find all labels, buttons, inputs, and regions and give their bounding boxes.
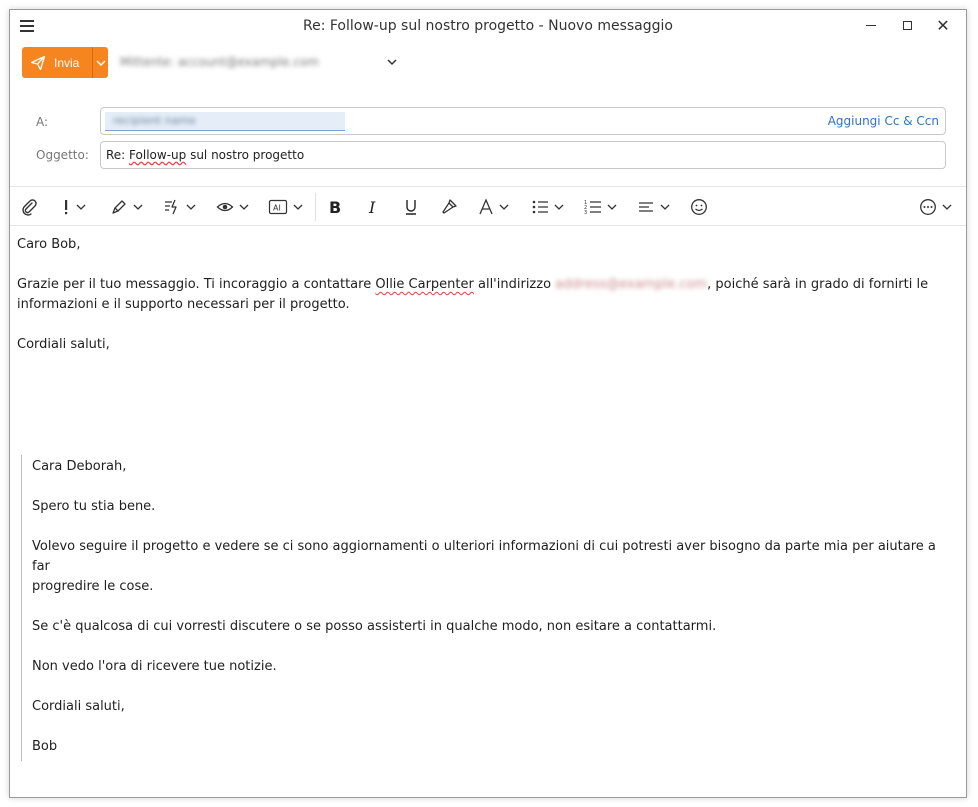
to-field[interactable] bbox=[100, 107, 946, 135]
align-button[interactable] bbox=[637, 197, 670, 217]
recipient-chip[interactable] bbox=[105, 112, 345, 131]
quoted-greeting: Cara Deborah, bbox=[32, 459, 127, 474]
italic-icon bbox=[365, 198, 383, 216]
subject-rest: sul nostro progetto bbox=[186, 148, 305, 162]
numbered-list-icon bbox=[584, 198, 602, 216]
svg-text:2: 2 bbox=[584, 205, 588, 211]
chevron-down-icon bbox=[96, 60, 106, 66]
chevron-down-icon bbox=[186, 204, 196, 210]
chevron-down-icon bbox=[660, 204, 670, 210]
format-toolbar bbox=[10, 186, 966, 226]
attach-button[interactable] bbox=[20, 197, 38, 217]
chevron-down-icon bbox=[76, 204, 86, 210]
view-button[interactable] bbox=[216, 197, 249, 217]
maximize-button[interactable] bbox=[894, 16, 920, 36]
quoted-closing: Cordiali saluti, bbox=[32, 699, 125, 714]
bold-icon bbox=[326, 198, 344, 216]
numbered-list-button[interactable] bbox=[584, 197, 617, 217]
quick-parts-button[interactable] bbox=[163, 197, 196, 217]
text-box-button[interactable] bbox=[268, 197, 303, 217]
bold-button[interactable] bbox=[326, 197, 344, 217]
italic-button[interactable] bbox=[365, 197, 383, 217]
send-options-dropdown[interactable] bbox=[92, 47, 108, 78]
align-icon bbox=[637, 198, 655, 216]
importance-icon bbox=[61, 198, 71, 216]
chevron-down-icon bbox=[554, 204, 564, 210]
svg-text:3: 3 bbox=[584, 210, 588, 216]
quoted-line: Spero tu stia bene. bbox=[32, 499, 156, 514]
minimize-button[interactable] bbox=[858, 16, 884, 36]
paperclip-icon bbox=[20, 198, 38, 216]
emoji-icon bbox=[690, 198, 708, 216]
more-options-button[interactable] bbox=[919, 197, 952, 217]
to-label: A: bbox=[36, 115, 49, 129]
svg-text:I: I bbox=[369, 198, 376, 216]
body-text: , poiché sarà in grado di fornirti le bbox=[707, 277, 929, 292]
subject-input[interactable] bbox=[100, 141, 946, 169]
body-paragraph-line2: informazioni e il supporto necessari per il progetto. bbox=[17, 297, 350, 312]
subject-spell-word: Follow-up bbox=[129, 148, 187, 162]
chevron-down-icon bbox=[607, 204, 617, 210]
add-cc-bcc-link[interactable]: Aggiungi Cc & Ccn bbox=[827, 114, 939, 128]
send-label: Invia bbox=[54, 55, 80, 70]
font-button[interactable] bbox=[478, 197, 509, 217]
send-button[interactable] bbox=[22, 47, 92, 78]
body-text: Grazie per il tuo messaggio. Ti incoraggio a contattare bbox=[17, 277, 376, 292]
eye-icon bbox=[216, 198, 234, 216]
send-icon bbox=[30, 55, 46, 71]
svg-text:B: B bbox=[329, 198, 342, 216]
pen-icon bbox=[110, 198, 128, 216]
format-painter-button[interactable] bbox=[440, 197, 458, 217]
recipient-chip-text: recipient name bbox=[113, 114, 196, 127]
compose-window bbox=[9, 9, 967, 798]
window-title: Re: Follow-up sul nostro progetto - Nuovo messaggio bbox=[302, 18, 673, 34]
close-button[interactable]: ✕ bbox=[936, 16, 950, 35]
sender-chevron-down-icon[interactable] bbox=[386, 56, 398, 68]
importance-button[interactable] bbox=[61, 197, 86, 217]
subject-text bbox=[106, 148, 304, 162]
chevron-down-icon bbox=[133, 204, 143, 210]
title-bar bbox=[10, 10, 966, 42]
bullet-list-button[interactable] bbox=[531, 197, 564, 217]
message-body[interactable] bbox=[17, 235, 957, 355]
subject-prefix: Re: bbox=[106, 148, 130, 162]
quoted-message bbox=[21, 455, 951, 761]
svg-text:AI: AI bbox=[273, 203, 281, 213]
emoji-button[interactable] bbox=[690, 197, 708, 217]
chevron-down-icon bbox=[942, 204, 952, 210]
quoted-line: Non vedo l'ora di ricevere tue notizie. bbox=[32, 659, 277, 674]
toolbar-separator bbox=[315, 193, 316, 221]
bullet-list-icon bbox=[531, 198, 549, 216]
quoted-line: Volevo seguire il progetto e vedere se ci sono aggiornamenti o ulteriori informazioni di cui potresti aver bisogno da parte mia per aiutare a far bbox=[32, 539, 936, 574]
font-icon bbox=[478, 198, 494, 216]
signature-button[interactable] bbox=[110, 197, 143, 217]
quoted-line: Se c'è qualcosa di cui vorresti discutere o se posso assisterti in qualche modo, non esitare a contattarmi. bbox=[32, 619, 717, 634]
body-greeting: Caro Bob, bbox=[17, 237, 81, 252]
more-icon bbox=[919, 198, 937, 216]
quoted-line: progredire le cose. bbox=[32, 579, 154, 594]
chevron-down-icon bbox=[239, 204, 249, 210]
body-paragraph bbox=[17, 275, 957, 295]
body-text: all'indirizzo bbox=[473, 277, 556, 292]
underline-icon bbox=[402, 198, 420, 216]
send-button-group bbox=[22, 47, 108, 78]
chevron-down-icon bbox=[499, 204, 509, 210]
svg-text:1: 1 bbox=[584, 200, 588, 206]
format-painter-icon bbox=[440, 198, 458, 216]
quoted-signature: Bob bbox=[32, 739, 58, 754]
text-box-icon bbox=[268, 198, 288, 216]
quick-parts-icon bbox=[163, 198, 181, 216]
contact-email: address@example.com bbox=[555, 277, 708, 292]
underline-button[interactable] bbox=[402, 197, 420, 217]
chevron-down-icon bbox=[293, 204, 303, 210]
contact-name: Ollie Carpenter bbox=[375, 277, 474, 292]
sender-account[interactable]: Mittente: account@example.com bbox=[120, 55, 319, 69]
body-closing: Cordiali saluti, bbox=[17, 337, 110, 352]
subject-label: Oggetto: bbox=[36, 148, 89, 162]
